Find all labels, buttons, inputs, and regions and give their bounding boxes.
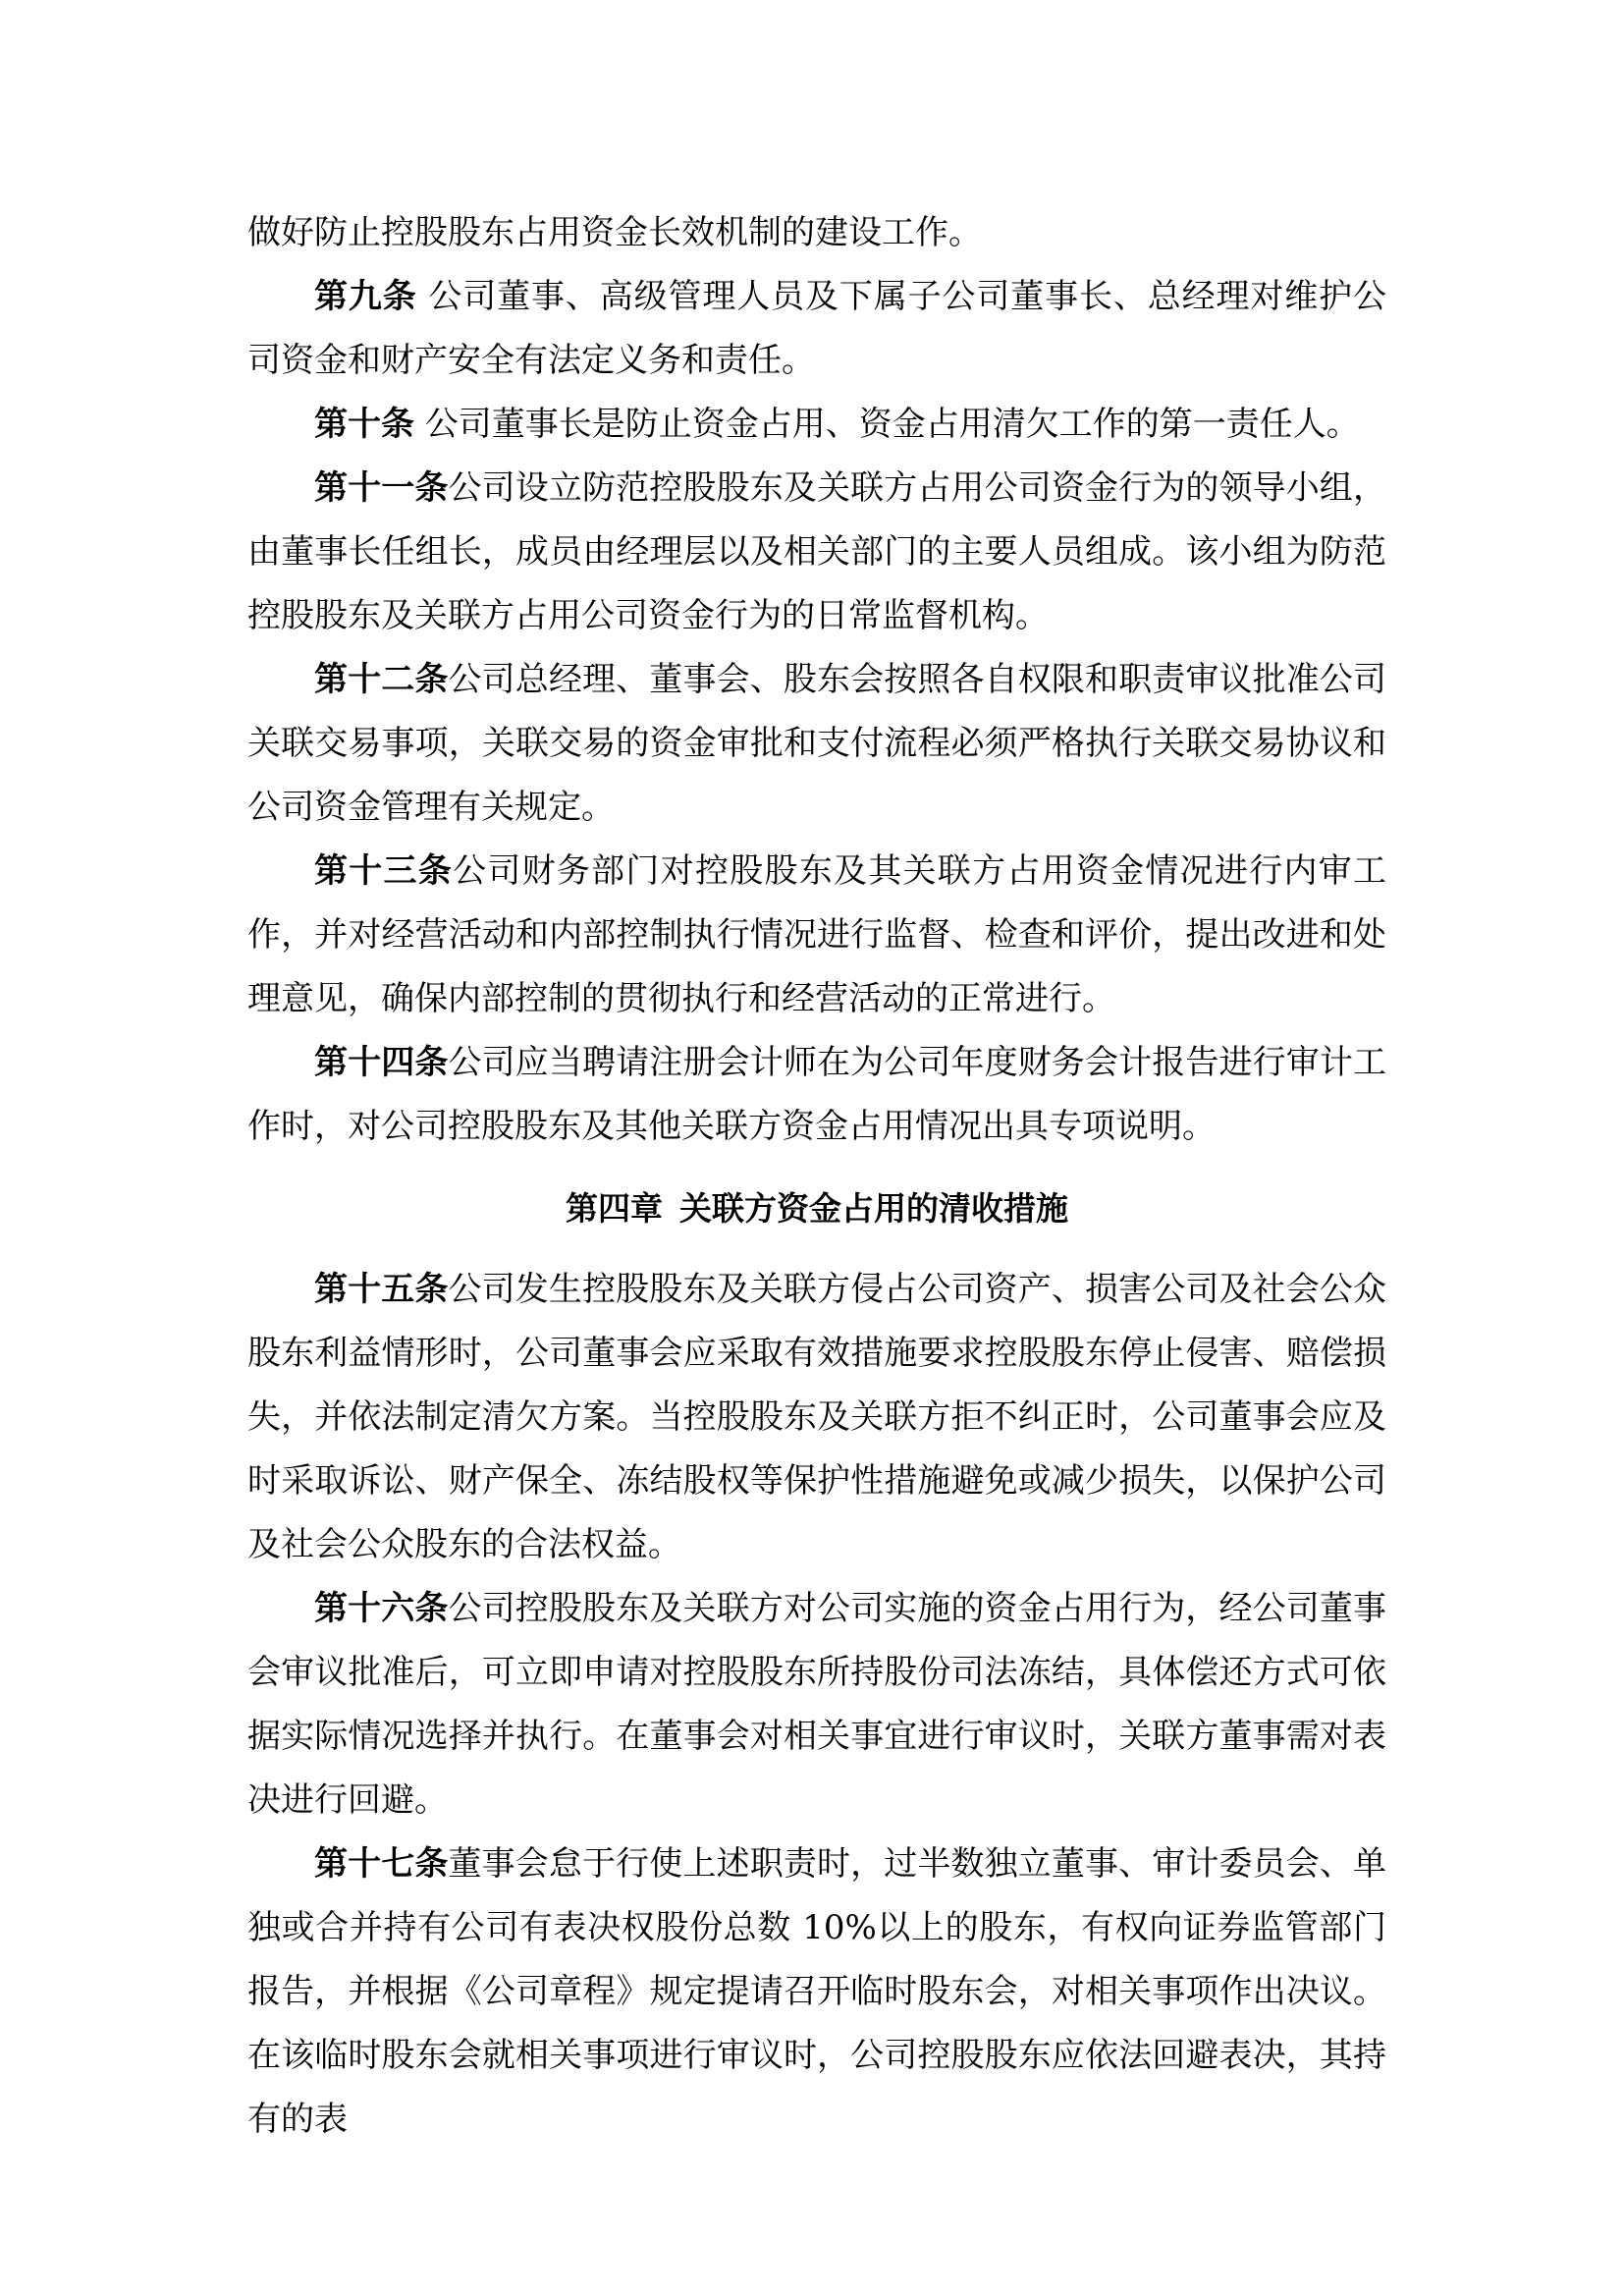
paragraph-text: 做好防止控股股东占用资金长效机制的建设工作。 bbox=[247, 213, 982, 252]
article-text: 公司董事、高级管理人员及下属子公司董事长、总经理对维护公司资金和财产安全有法定义务和责任。 bbox=[247, 277, 1387, 380]
article-text: 公司董事长是防止资金占用、资金占用清欠工作的第一责任人。 bbox=[414, 405, 1360, 444]
article-17 bbox=[247, 1832, 1386, 2152]
article-number: 第十五条 bbox=[314, 1270, 449, 1309]
article-14 bbox=[247, 1031, 1386, 1159]
article-text: 公司发生控股股东及关联方侵占公司资产、损害公司及社会公众股东利益情形时，公司董事会应采取有效措施要求控股股东停止侵害、赔偿损失，并依法制定清欠方案。当控股股东及关联方拒不纠正时，公司董事会应及时采取诉讼、财产保全、冻结股权等保护性措施避免或减少损失，以保护公司及社会公众股东的合法权益。 bbox=[247, 1270, 1387, 1564]
article-text: 公司设立防范控股股东及关联方占用公司资金行为的领导小组，由董事长任组长，成员由经理层以及相关部门的主要人员组成。该小组为防范控股股东及关联方占用公司资金行为的日常监督机构。 bbox=[247, 468, 1387, 635]
article-number: 第十七条 bbox=[314, 1844, 449, 1884]
article-11 bbox=[247, 457, 1386, 648]
chapter-heading bbox=[247, 1159, 1386, 1258]
article-number: 第九条 bbox=[314, 277, 417, 316]
chapter-number: 第四章 bbox=[566, 1189, 663, 1228]
article-number: 第十四条 bbox=[314, 1043, 449, 1082]
article-number: 第十条 bbox=[314, 405, 414, 444]
paragraph-continued bbox=[247, 201, 1386, 265]
article-text: 董事会怠于行使上述职责时，过半数独立董事、审计委员会、单独或合并持有公司有表决权股份总数 10%以上的股东，有权向证券监管部门报告，并根据《公司章程》规定提请召开临时股东会，对相关事项作出决议。在该临时股东会就相关事项进行审议时，公司控股股东应依法回避表决，其持有的表 bbox=[247, 1844, 1387, 2139]
article-9 bbox=[247, 265, 1386, 393]
article-number: 第十一条 bbox=[314, 468, 449, 508]
document-page bbox=[247, 201, 1386, 2152]
article-number: 第十三条 bbox=[314, 851, 454, 891]
article-text: 公司应当聘请注册会计师在为公司年度财务会计报告进行审计工作时，对公司控股股东及其他关联方资金占用情况出具专项说明。 bbox=[247, 1043, 1387, 1146]
article-number: 第十六条 bbox=[314, 1589, 449, 1628]
article-number: 第十二条 bbox=[314, 660, 449, 699]
article-text: 公司控股股东及关联方对公司实施的资金占用行为，经公司董事会审议批准后，可立即申请对控股股东所持股份司法冻结，具体偿还方式可依据实际情况选择并执行。在董事会对相关事宜进行审议时，关联方董事需对表决进行回避。 bbox=[247, 1589, 1387, 1820]
article-text: 公司总经理、董事会、股东会按照各自权限和职责审议批准公司关联交易事项，关联交易的资金审批和支付流程必须严格执行关联交易协议和公司资金管理有关规定。 bbox=[247, 660, 1387, 827]
article-16 bbox=[247, 1577, 1386, 1832]
chapter-title: 关联方资金占用的清收措施 bbox=[679, 1189, 1068, 1228]
article-text: 公司财务部门对控股股东及其关联方占用资金情况进行内审工作，并对经营活动和内部控制执行情况进行监督、检查和评价，提出改进和处理意见，确保内部控制的贯彻执行和经营活动的正常进行。 bbox=[247, 851, 1387, 1018]
article-12 bbox=[247, 648, 1386, 840]
article-10 bbox=[247, 393, 1386, 457]
article-13 bbox=[247, 840, 1386, 1031]
article-15 bbox=[247, 1258, 1386, 1577]
